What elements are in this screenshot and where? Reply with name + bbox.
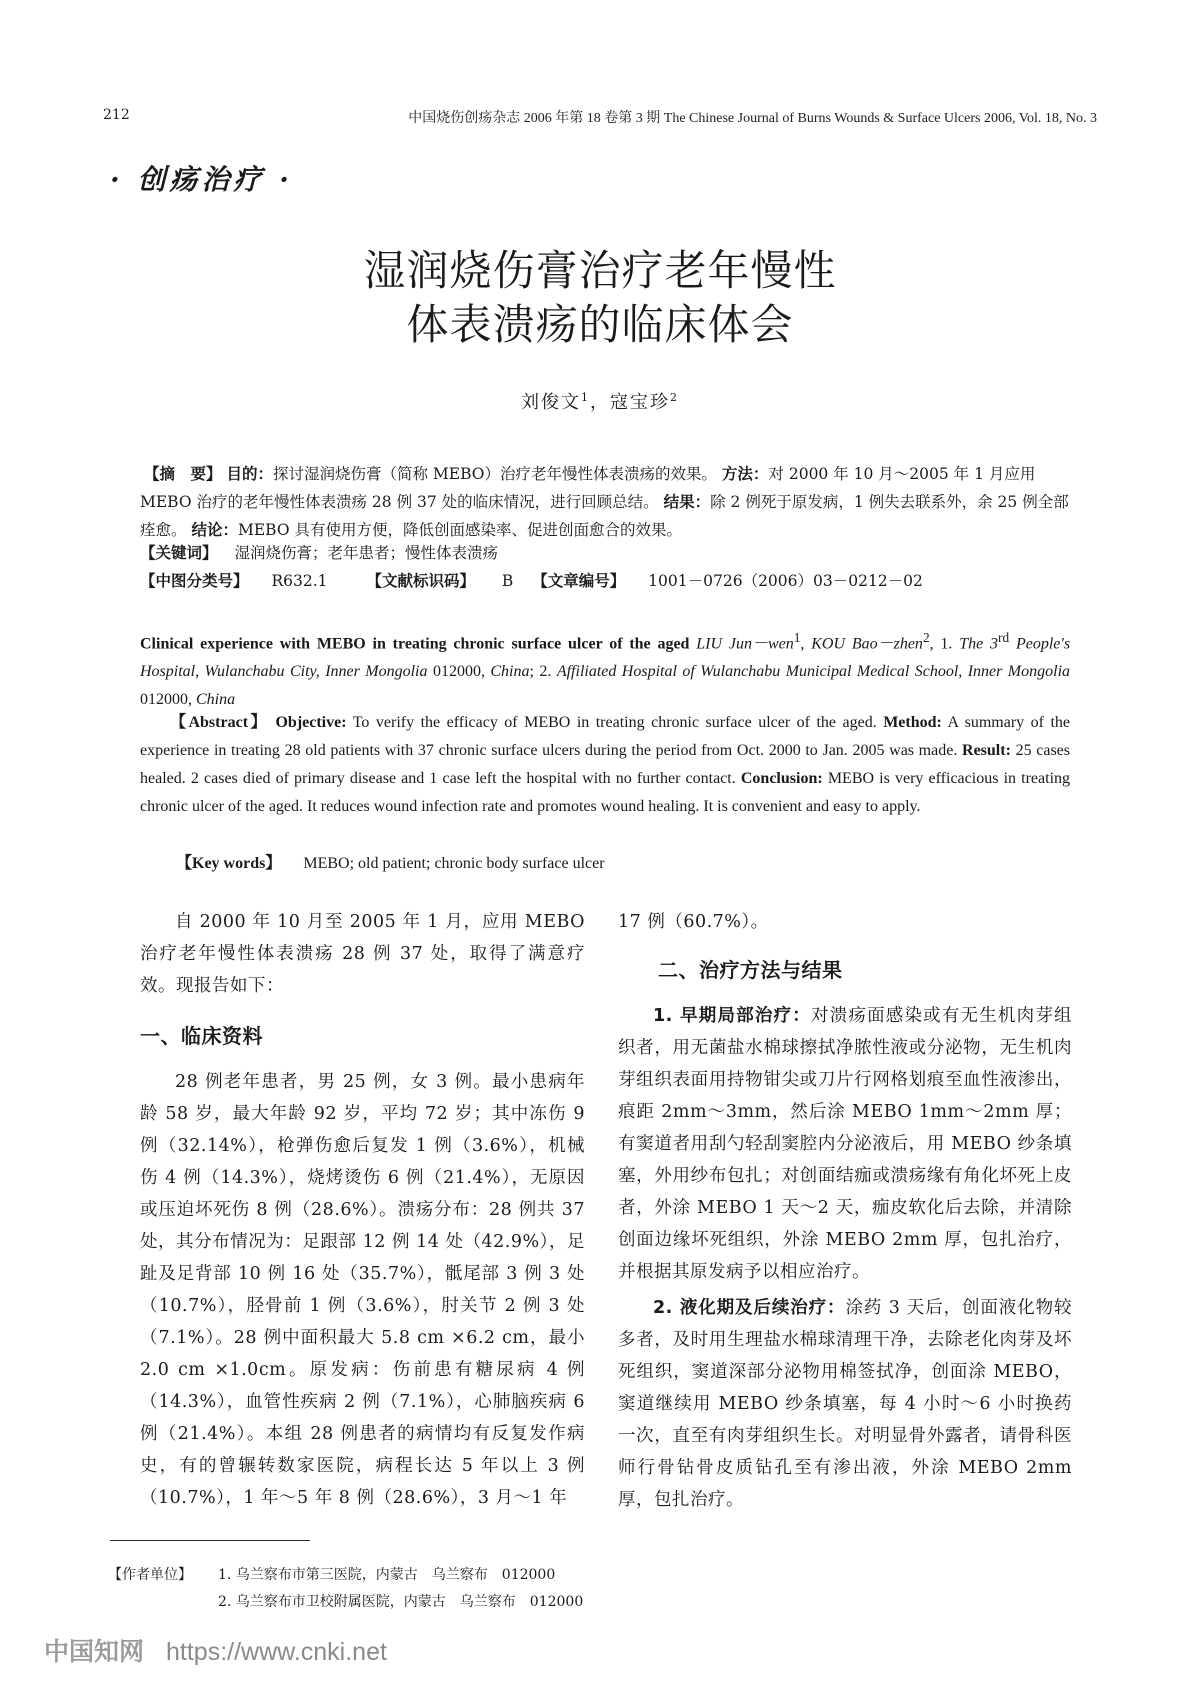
conclusion-zh: MEBO 具有使用方便，降低创面感染率、促进创面愈合的效果。 <box>237 521 682 539</box>
article-title-line-2: 体表溃疡的临床体会 <box>406 300 794 349</box>
heading-clinical-data: 一、临床资料 <box>140 1024 263 1048</box>
method-zh: 对 2000 年 10 月～2005 年 1 月应用 MEBO 治疗的老年慢性体表溃疡 28 例 37 处的临床情况，进行回顾总结。 <box>140 465 1036 511</box>
classification-row <box>140 569 923 591</box>
conclusion-en: MEBO is very efficacious in treating chronic ulcer of the aged. It reduces wound infection rate and promotes wound healing. It is convenient and easy to apply. <box>140 770 1071 815</box>
affil-1-number: 1. <box>940 635 953 653</box>
cnki-logo-text: 中国知网 <box>44 1637 145 1666</box>
keywords-zh-label: 【关键词】 <box>140 544 218 562</box>
affil-2: Affiliated Hospital of Wulanchabu Municipal Medical School, Inner Mongolia <box>556 663 1071 681</box>
objective-zh-label: 目的： <box>226 465 273 483</box>
affil-2-number: 2. <box>539 663 552 681</box>
author-1: 刘俊文 <box>521 392 581 413</box>
body-left-column <box>140 906 585 1514</box>
conclusion-en-label: Conclusion: <box>740 770 823 787</box>
clinical-data-paragraph: 28 例老年患者，男 25 例，女 3 例。最小患病年龄 58 岁，最大年龄 92 岁，平均 72 岁；其中冻伤 9 例（32.14%），枪弹伤愈后复发 1 例（3.6%），机械伤 4 例（14.3%），烧烤烫伤 6 例（21.4%），无原因或压迫坏死伤 8 例（28.6%）。溃疡分布：28 例共 37 处，其分布情况为：足跟部 12 例 14 处（42.9%），足趾及足背部 10 例 16 处（35.7%），骶尾部 3 例 3 处（10.7%），胫骨前 1 例（3.6%），肘关节 2 例 3 处（7.1%）。28 例中面积最大 5.8 cm ×6.2 cm，最小 2.0 cm ×1.0cm。原发病：伤前患有糖尿病 4 例（14.3%），血管性疾病 2 例（7.1%），心肺脑疾病 6 例（21.4%）。本组 28 例患者的病情均有反复发作病史，有的曾辗转数家医院，病程长达 5 年以上 3 例（10.7%），1 年～5 年 8 例（28.6%），3 月～1 年 <box>140 1072 585 1508</box>
footnote-affil-2: 2. 乌兰察布市卫校附属医院，内蒙古 乌兰察布 012000 <box>218 1594 584 1610</box>
english-author-2: KOU Bao－zhen <box>811 635 923 653</box>
body-right-column <box>618 906 1072 1516</box>
later-treatment-paragraph <box>618 1292 1072 1516</box>
keywords-zh <box>140 541 498 563</box>
author-1-affil: 1 <box>581 391 590 404</box>
abstract-zh-label: 【摘 要】 <box>144 465 222 483</box>
affil-2-country: China <box>196 691 236 709</box>
english-title: Clinical experience with MEBO in treating chronic surface ulcer of the aged <box>140 635 690 653</box>
heading-treatment: 二、治疗方法与结果 <box>658 958 843 982</box>
result-zh: 除 2 例死于原发病，1 例失去联系外，余 25 例全部痊愈。 <box>140 493 1069 539</box>
footnote-affil-1: 1. 乌兰察布市第三医院，内蒙古 乌兰察布 012000 <box>218 1567 556 1583</box>
early-treatment-text: 对溃疡面感染或有无生机肉芽组织者，用无菌盐水棉球擦拭净脓性液或分泌物，无生机肉芽组织表面用持物钳尖或刀片行网格划痕至血性液渗出，痕距 2mm～3mm，然后涂 MEBO 1mm～2mm 厚；有窦道者用刮勺轻刮窦腔内分泌液后，用 MEBO 纱条填塞，外用纱布包扎；对创面结痂或溃疡缘有角化坏死上皮者，外涂 MEBO 1 天～2 天，痂皮软化后去除，并清除创面边缘坏死组织，外涂 MEBO 2mm 厚，包扎治疗，并根据其原发病予以相应治疗。 <box>618 1006 1073 1282</box>
article-title-line-1: 湿润烧伤膏治疗老年慢性 <box>363 246 837 295</box>
author-2: 寇宝珍 <box>610 392 670 413</box>
affil-1-a: The 3 <box>959 635 999 653</box>
result-en: 25 cases healed. 2 cases died of primary disease and 1 case left the hospital with no further contact. <box>140 742 1071 787</box>
author-line <box>0 388 1200 414</box>
method-en-label: Method: <box>883 714 942 731</box>
abstract-zh <box>140 460 1070 544</box>
page-number: 212 <box>103 107 130 123</box>
method-en: A summary of the experience in treating 28 old patients with 37 chronic surface ulcers during the period from Oct. 2000 to Jan. 2005 was made. <box>140 714 1071 759</box>
early-treatment-paragraph <box>618 1000 1072 1288</box>
footnote-label: 【作者单位】 <box>108 1567 192 1583</box>
cnki-watermark <box>44 1632 387 1668</box>
english-author-2-affil: 2 <box>922 630 930 645</box>
conclusion-zh-label: 结论： <box>191 521 238 539</box>
keywords-en <box>176 850 605 878</box>
early-treatment-label: 1. 早期局部治疗： <box>653 1006 811 1026</box>
english-author-1-affil: 1 <box>793 630 801 645</box>
intro-paragraph: 自 2000 年 10 月至 2005 年 1 月，应用 MEBO 治疗老年慢性体表溃疡 28 例 37 处，取得了满意疗效。现报告如下： <box>140 912 585 996</box>
keywords-en-label: 【Key words】 <box>176 855 282 872</box>
affil-1-ordinal: rd <box>998 630 1010 645</box>
footnote-rule <box>110 1540 310 1541</box>
journal-header: 中国烧伤创疡杂志 2006 年第 18 卷第 3 期 The Chinese Journal of Burns Wounds & Surface Ulcers 2006, Vol. 18, No. 3 <box>408 111 1097 126</box>
doc-code-value: B <box>501 572 514 590</box>
clc-label: 【中图分类号】 <box>140 572 249 590</box>
cnki-url: https://www.cnki.net <box>166 1638 387 1666</box>
method-zh-label: 方法： <box>721 465 769 483</box>
keywords-en-text: MEBO; old patient; chronic body surface ulcer <box>303 855 605 872</box>
article-no-value: 1001－0726（2006）03－0212－02 <box>648 572 923 590</box>
author-separator: ， <box>590 392 610 413</box>
english-title-block: Clinical experience with MEBO in treating chronic surface ulcer of the aged LIU Jun－wen$^1$, KOU Bao－zhen$^2$, 1. The 3rd People's Hospital, Wulanchabu City, Inner Mongolia 012000, China; 2. Affiliated Hospital of Wulanchabu Municipal Medical School, Inner Mongolia 012000, China <box>140 630 1071 709</box>
clc-value: R632.1 <box>271 572 328 590</box>
affil-2-zip: 012000, <box>140 691 192 709</box>
author-2-affil: 2 <box>670 391 679 404</box>
affil-1-zip: 012000, <box>432 663 485 681</box>
affil-1-b: People's Hospital, Wulanchabu City, Inner Mongolia <box>140 635 1071 681</box>
objective-en-label: Objective: <box>275 714 347 731</box>
abstract-en-label: 【Abstract】 <box>170 714 269 731</box>
result-zh-label: 结果： <box>663 493 711 511</box>
affil-1-country: China <box>490 663 530 681</box>
english-author-1: LIU Jun－wen <box>696 635 794 653</box>
doc-code-label: 【文献标识码】 <box>366 572 475 590</box>
objective-en: To verify the efficacy of MEBO in treating chronic surface ulcer of the aged. <box>352 714 877 731</box>
abstract-en <box>140 709 1070 821</box>
objective-zh: 探讨湿润烧伤膏（简称 MEBO）治疗老年慢性体表溃疡的效果。 <box>272 465 717 483</box>
later-treatment-label: 2. 液化期及后续治疗： <box>653 1298 846 1318</box>
section-tag: · 创疡治疗 · <box>110 163 293 196</box>
result-en-label: Result: <box>962 742 1011 759</box>
article-no-label: 【文章编号】 <box>532 572 626 590</box>
later-treatment-text: 涂药 3 天后，创面液化物较多者，及时用生理盐水棉球清理干净，去除老化肉芽及坏死组织，窦道深部分泌物用棉签拭净，创面涂 MEBO，窦道继续用 MEBO 纱条填塞，每 4 小时～6 小时换药一次，直至有肉芽组织生长。对明显骨外露者，请骨科医师行骨钻骨皮质钻孔至有渗出液，外涂 MEBO 2mm 厚，包扎治疗。 <box>618 1298 1073 1510</box>
keywords-zh-text: 湿润烧伤膏；老年患者；慢性体表溃疡 <box>234 544 498 562</box>
continued-text: 17 例（60.7%）。 <box>618 912 769 932</box>
